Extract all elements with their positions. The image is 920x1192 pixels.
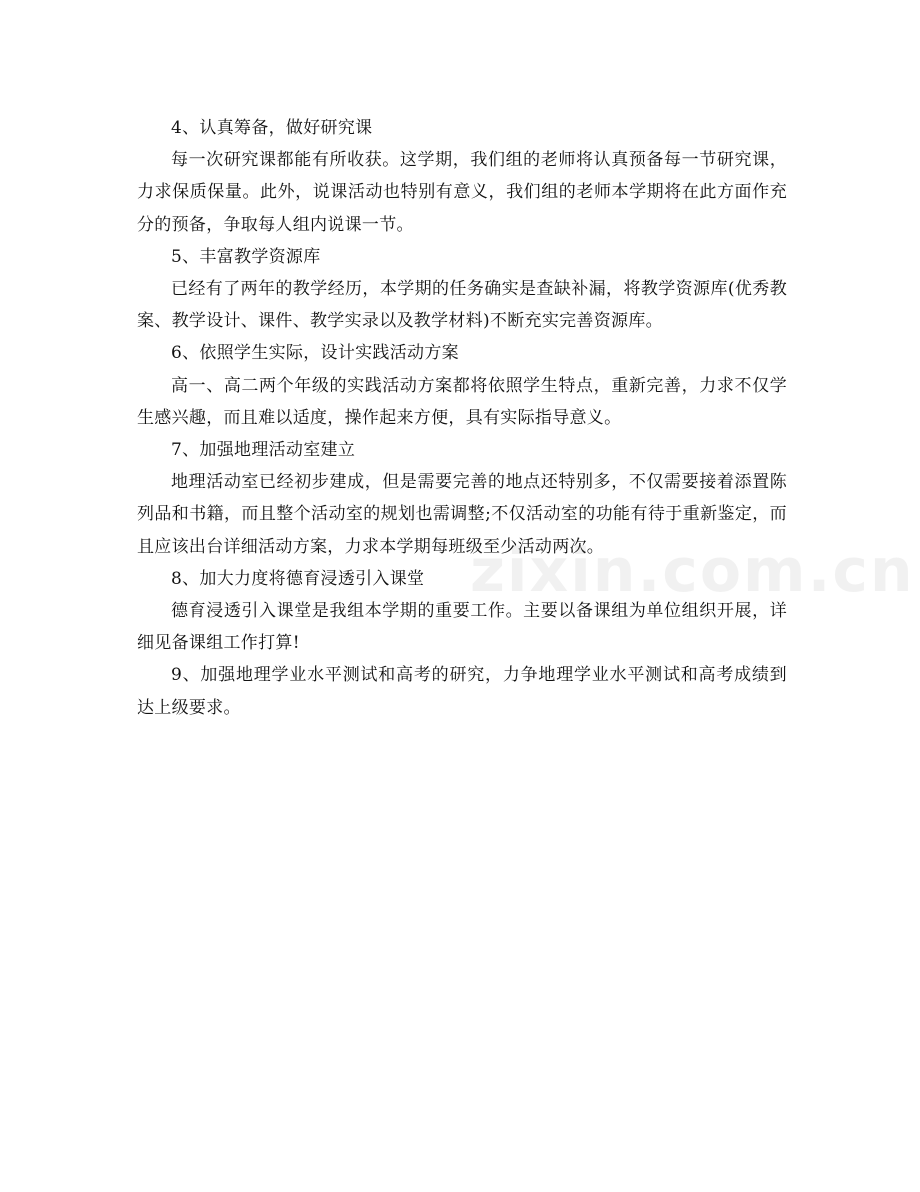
section-body-6: 高一、高二两个年级的实践活动方案都将依照学生特点，重新完善，力求不仅学生感兴趣，而且难以适度，操作起来方便，具有实际指导意义。: [137, 375, 787, 428]
document-body: [137, 112, 787, 724]
section-body-4: 每一次研究课都能有所收获。这学期，我们组的老师将认真预备每一节研究课，力求保质保量。此外，说课活动也特别有意义，我们组的老师本学期将在此方面作充分的预备，争取每人组内说课一节。: [137, 150, 787, 235]
section-heading-8: 8、加大力度将德育浸透引入课堂: [171, 568, 425, 589]
section-body-7: 地理活动室已经初步建成，但是需要完善的地点还特别多，不仅需要接着添置陈列品和书籍，而且整个活动室的规划也需调整;不仅活动室的功能有待于重新鉴定，而且应该出台详细活动方案，力求本学期每班级至少活动两次。: [137, 472, 787, 557]
section-heading-6: 6、依照学生实际，设计实践活动方案: [171, 343, 459, 364]
section-heading-9: 9、加强地理学业水平测试和高考的研究，力争地理学业水平测试和高考成绩到达上级要求。: [137, 665, 787, 718]
section-body-5: 已经有了两年的教学经历，本学期的任务确实是查缺补漏，将教学资源库(优秀教案、教学设计、课件、教学实录以及教学材料)不断充实完善资源库。: [137, 279, 787, 332]
watermark-text: zixin.com.cn: [470, 536, 915, 606]
section-body-8: 德育浸透引入课堂是我组本学期的重要工作。主要以备课组为单位组织开展，详细见备课组工作打算!: [137, 601, 787, 654]
section-heading-4: 4、认真筹备，做好研究课: [171, 118, 373, 138]
section-heading-7: 7、加强地理活动室建立: [171, 440, 356, 461]
section-heading-5: 5、丰富教学资源库: [171, 246, 321, 267]
